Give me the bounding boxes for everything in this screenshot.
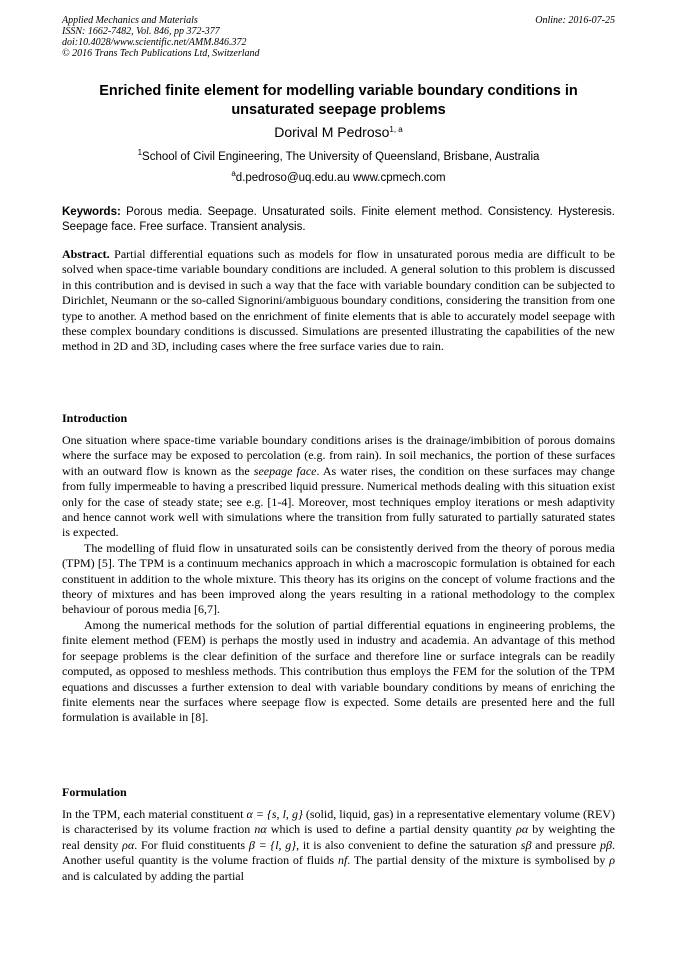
affiliation-text: School of Civil Engineering, The University of Queensland, Brisbane, Australia xyxy=(142,151,540,163)
form-text-1: In the TPM, each material constituent xyxy=(62,807,247,821)
math-fluid-fraction: nf xyxy=(337,853,348,868)
math-beta-set: β = {l, g} xyxy=(248,837,297,852)
journal-header xyxy=(62,15,615,59)
math-volume-fraction: nα xyxy=(254,822,267,837)
form-text-3: which is used to define a partial density quantity xyxy=(266,822,517,837)
form-text-2: (solid, liquid, gas) in a representative elementary volume (REV) is characterised by its volume fraction xyxy=(62,807,616,837)
form-text-7: and pressure xyxy=(531,837,600,852)
email-text: d.pedroso@uq.edu.au www.cpmech.com xyxy=(235,172,446,184)
abstract-label: Abstract. xyxy=(62,247,110,261)
introduction-body xyxy=(62,433,615,726)
online-date: Online: 2016-07-25 xyxy=(535,15,615,26)
intro-p1-emphasis: seepage face xyxy=(253,463,317,478)
keywords-text: Porous media. Seepage. Unsaturated soils. Finite element method. Consistency. Hysteresis. Seepage face. Free surface. Transient analysis. xyxy=(62,206,615,233)
title-line-1: Enriched finite element for modelling variable boundary conditions in xyxy=(99,83,578,99)
form-text-5: . For fluid constituents xyxy=(134,837,249,852)
form-text-9: . The partial density of the mixture is symbolised by xyxy=(347,853,610,868)
copyright-line: © 2016 Trans Tech Publications Ltd, Switzerland xyxy=(62,48,260,59)
author-name: Dorival M Pedroso xyxy=(274,124,390,140)
form-text-8: . Another useful quantity is the volume fraction of fluids xyxy=(62,837,615,868)
intro-paragraph-1 xyxy=(62,433,615,541)
email-line xyxy=(62,171,615,185)
formulation-body xyxy=(62,807,615,884)
intro-p1-text-b: . As water rises, the condition on these surfaces may change from fully impermeable to having a prescribed liquid pressure. Numerical methods dealing with this situation exist only for the case of steady state; see e.g. [1-4]. Moreover, most techniques employ iterations or mesh adaptivity and hence cannot work well with simulations where the transition from fully saturated to partially saturated states is expected. xyxy=(62,463,615,540)
issn-line: ISSN: 1662-7482, Vol. 846, pp 372-377 xyxy=(62,26,220,37)
introduction-heading: Introduction xyxy=(62,411,128,425)
form-text-4: by weighting the real density xyxy=(62,822,616,852)
paper-title xyxy=(62,82,615,120)
math-pressure: pβ xyxy=(600,837,612,852)
intro-paragraph-3: Among the numerical methods for the solution of partial differential equations in engineering problems, the finite element method (FEM) is perhaps the mostly used in industry and academia. An advantage of this method for seepage problems is the clear definition of the surface and therefore line or surface integrals can be readily computed, as opposed to meshless methods. This contribution thus employs the FEM for the solution of the TPM equations and discusses a further extension to deal with variable boundary conditions by means of enriching the finite elements near the surfaces where seepage flow is expected. Some details are presented here and the full formulation is available in [8]. xyxy=(62,617,615,725)
math-saturation: sβ xyxy=(520,837,532,852)
journal-name: Applied Mechanics and Materials xyxy=(62,15,198,26)
abstract-text: Partial differential equations such as models for flow in unsaturated porous media are difficult to be solved when space-time variable boundary conditions are included. A general solution to this problem is discussed in this contribution and is devised in such a way that the face with variable boundary condition can be subjected to Dirichlet, Neumann or the so-called Signorini/ambiguous boundary conditions, considering the transition from one type to another. A method based on the enrichment of finite elements that is able to accurately model seepage with these complex boundary conditions is discussed. Simulations are presented illustrating the capabilities of the new method in 2D and 3D, including cases where the free surface varies due to rain. xyxy=(62,247,615,354)
math-mixture-density: ρ xyxy=(609,853,615,868)
form-text-10: and is calculated by adding the partial xyxy=(62,868,244,883)
math-real-density: ρα xyxy=(122,837,135,852)
author-line xyxy=(62,123,615,141)
intro-paragraph-2: The modelling of fluid flow in unsaturated soils can be consistently derived from the theory of porous media (TPM) [5]. The TPM is a continuum mechanics approach in which a macroscopic formulation is obtained for each constituent in addition to the whole mixture. This theory has its origins on the concept of volume fractions and the theory of mixtures and has been improved along the years resulting in a rational methodology to the complex behaviour of porous media [6,7]. xyxy=(62,540,615,617)
abstract xyxy=(62,247,615,355)
keywords-label: Keywords: xyxy=(62,206,121,218)
affiliation xyxy=(62,150,615,164)
form-text-6: , it is also convenient to define the saturation xyxy=(296,837,521,852)
title-line-2: unsaturated seepage problems xyxy=(231,102,446,118)
formulation-paragraph xyxy=(62,807,615,884)
math-partial-density: ρα xyxy=(516,822,529,837)
keywords xyxy=(62,205,615,235)
author-superscript: 1, a xyxy=(389,125,403,134)
intro-p1-text-a: One situation where space-time variable boundary conditions arises is the drainage/imbibition of porous domains where the surface may be exposed to percolation (e.g. from rain). In soil mechanics, the portion of these surfaces with an outward flow is known as the xyxy=(62,433,615,478)
email-superscript: a xyxy=(231,169,236,178)
math-alpha-set: α = {s, l, g} xyxy=(246,807,303,821)
affiliation-superscript: 1 xyxy=(137,148,143,157)
formulation-heading: Formulation xyxy=(62,785,127,799)
doi-line: doi:10.4028/www.scientific.net/AMM.846.372 xyxy=(62,37,247,48)
